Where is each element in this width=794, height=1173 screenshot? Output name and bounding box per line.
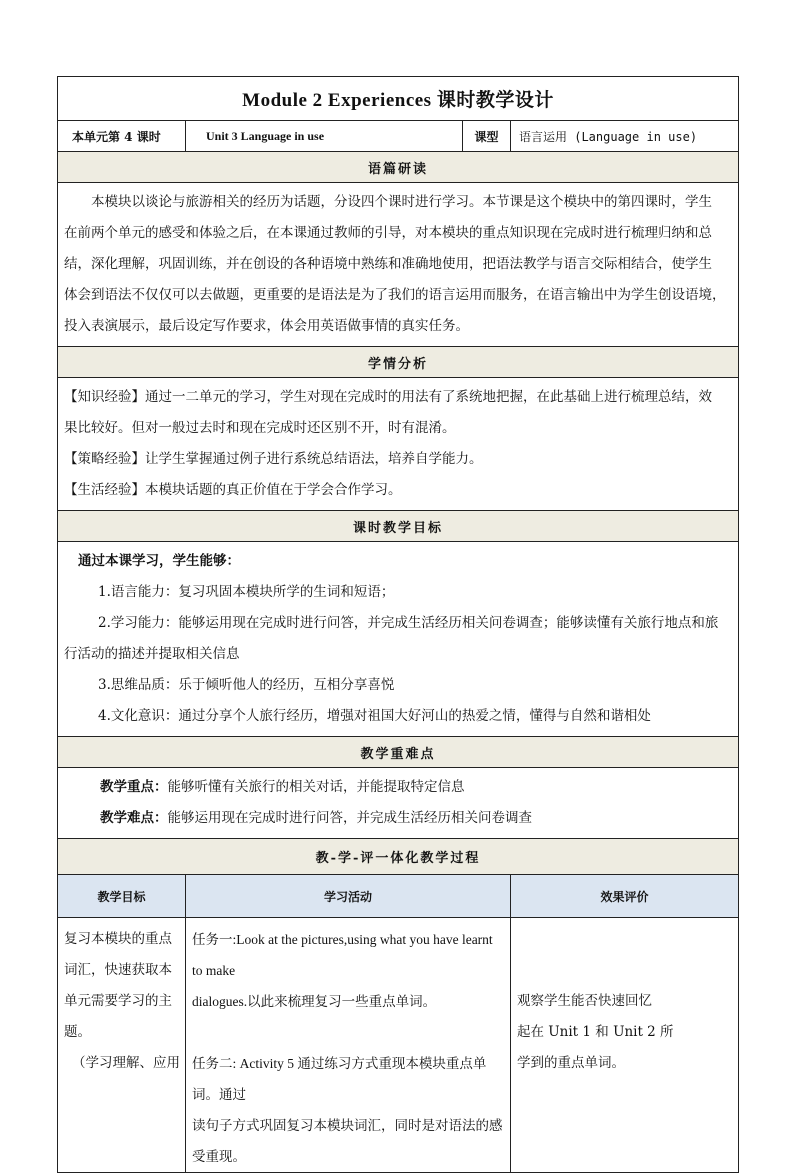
lesson-number: 本单元第 4 课时 [58,121,186,152]
learner-line: 【知识经验】通过一二单元的学习，学生对现在完成时的用法有了系统地把握，在此基础上进行梳理总结，效 [64,389,712,405]
text-study-line: 本模块以谈论与旅游相关的经历为话题，分设四个课时进行学习。本节课是这个模块中的第四课时，学生 [91,194,712,210]
teaching-focus-text: 能够听懂有关旅行的相关对话，并能提取特定信息 [167,779,465,795]
objective-item-continued: 行活动的描述并提取相关信息 [64,646,240,662]
goal-line: 词汇，快速获取本 [64,962,172,978]
lesson-type-value: 语言运用 (Language in use) [511,121,739,152]
objective-item: 3.思维品质：乐于倾听他人的经历，互相分享喜悦 [98,677,395,693]
teaching-focus-label: 教学重点： [100,779,168,795]
objective-item: 4.文化意识：通过分享个人旅行经历，增强对祖国大好河山的热爱之情，懂得与自然和谐相处 [98,708,651,724]
column-header-activity: 学习活动 [186,875,511,918]
goal-line: （学习理解、应用 [72,1055,180,1071]
task-two-line: 读句子方式巩固复习本模块词汇，同时是对语法的感受重现。 [192,1118,503,1164]
task-one-line: 任务一:Look at the pictures,using what you have learnt to make [192,932,493,978]
evaluation-line: 起在 Unit 1 和 Unit 2 所 [517,1024,674,1040]
spacer [192,1017,504,1048]
spacer [517,955,732,986]
teaching-difficulty [64,803,734,834]
document-title: Module 2 Experiences 课时教学设计 [58,77,739,121]
text-study-line: 在前两个单元的感受和体验之后，在本课通过教师的引导，对本模块的重点知识现在完成时进行梳理归纳和总 [64,225,712,241]
text-study-line: 投入表演展示，最后设定写作要求，体会用英语做事情的真实任务。 [64,318,469,334]
learner-line: 【生活经验】本模块话题的真正价值在于学会合作学习。 [64,482,402,498]
goal-line: 题。 [64,1024,91,1040]
unit-name: Unit 3 Language in use [186,121,463,152]
teaching-focus [64,772,734,803]
learner-line: 果比较好。但对一般过去时和现在完成时还区别不开，时有混淆。 [64,420,456,436]
section-heading-objectives: 课时教学目标 [58,511,739,542]
spacer [517,924,732,955]
evaluation-line: 观察学生能否快速回忆 [517,993,652,1009]
learner-analysis-content [58,378,739,511]
goal-line: 单元需要学习的主 [64,993,172,1009]
section-heading-process: 教-学-评一体化教学过程 [58,839,739,875]
key-points-content [58,768,739,839]
objectives-intro: 通过本课学习，学生能够： [78,553,240,569]
section-heading-learner-analysis: 学情分析 [58,347,739,378]
learner-line: 【策略经验】让学生掌握通过例子进行系统总结语法，培养自学能力。 [64,451,483,467]
text-study-line: 结，深化理解，巩固训练，并在创设的各种语境中熟练和准确地使用，把语法教学与语言交际相结合，使学生 [64,256,712,272]
task-one-line: dialogues.以此来梳理复习一些重点单词。 [192,994,437,1009]
objectives-content [58,542,739,737]
section-heading-text-study: 语篇研读 [58,152,739,183]
objective-item: 2.学习能力：能够运用现在完成时进行问答，并完成生活经历相关问卷调查；能够读懂有关旅行地点和旅 [98,615,719,631]
teaching-difficulty-label: 教学难点： [100,810,168,826]
text-study-content [58,183,739,347]
lesson-plan-document [57,76,738,1173]
teaching-difficulty-text: 能够运用现在完成时进行问答，并完成生活经历相关问卷调查 [167,810,532,826]
task-two-line: 任务二: Activity 5 通过练习方式重现本模块重点单词。通过 [192,1056,487,1102]
evaluation-line: 学到的重点单词。 [517,1055,625,1071]
process-goal-cell [58,918,186,1173]
lesson-plan-table [57,76,739,1173]
lesson-type-label: 课型 [463,121,511,152]
goal-line: 复习本模块的重点 [64,931,172,947]
column-header-goal: 教学目标 [58,875,186,918]
text-study-line: 体会到语法不仅仅可以去做题，更重要的是语法是为了我们的语言运用而服务，在语言输出中为学生创设语境， [64,287,726,303]
section-heading-key-points: 教学重难点 [58,737,739,768]
objective-item: 1.语言能力：复习巩固本模块所学的生词和短语； [98,584,395,600]
process-evaluation-cell [511,918,739,1173]
process-activity-cell [186,918,511,1173]
column-header-evaluation: 效果评价 [511,875,739,918]
